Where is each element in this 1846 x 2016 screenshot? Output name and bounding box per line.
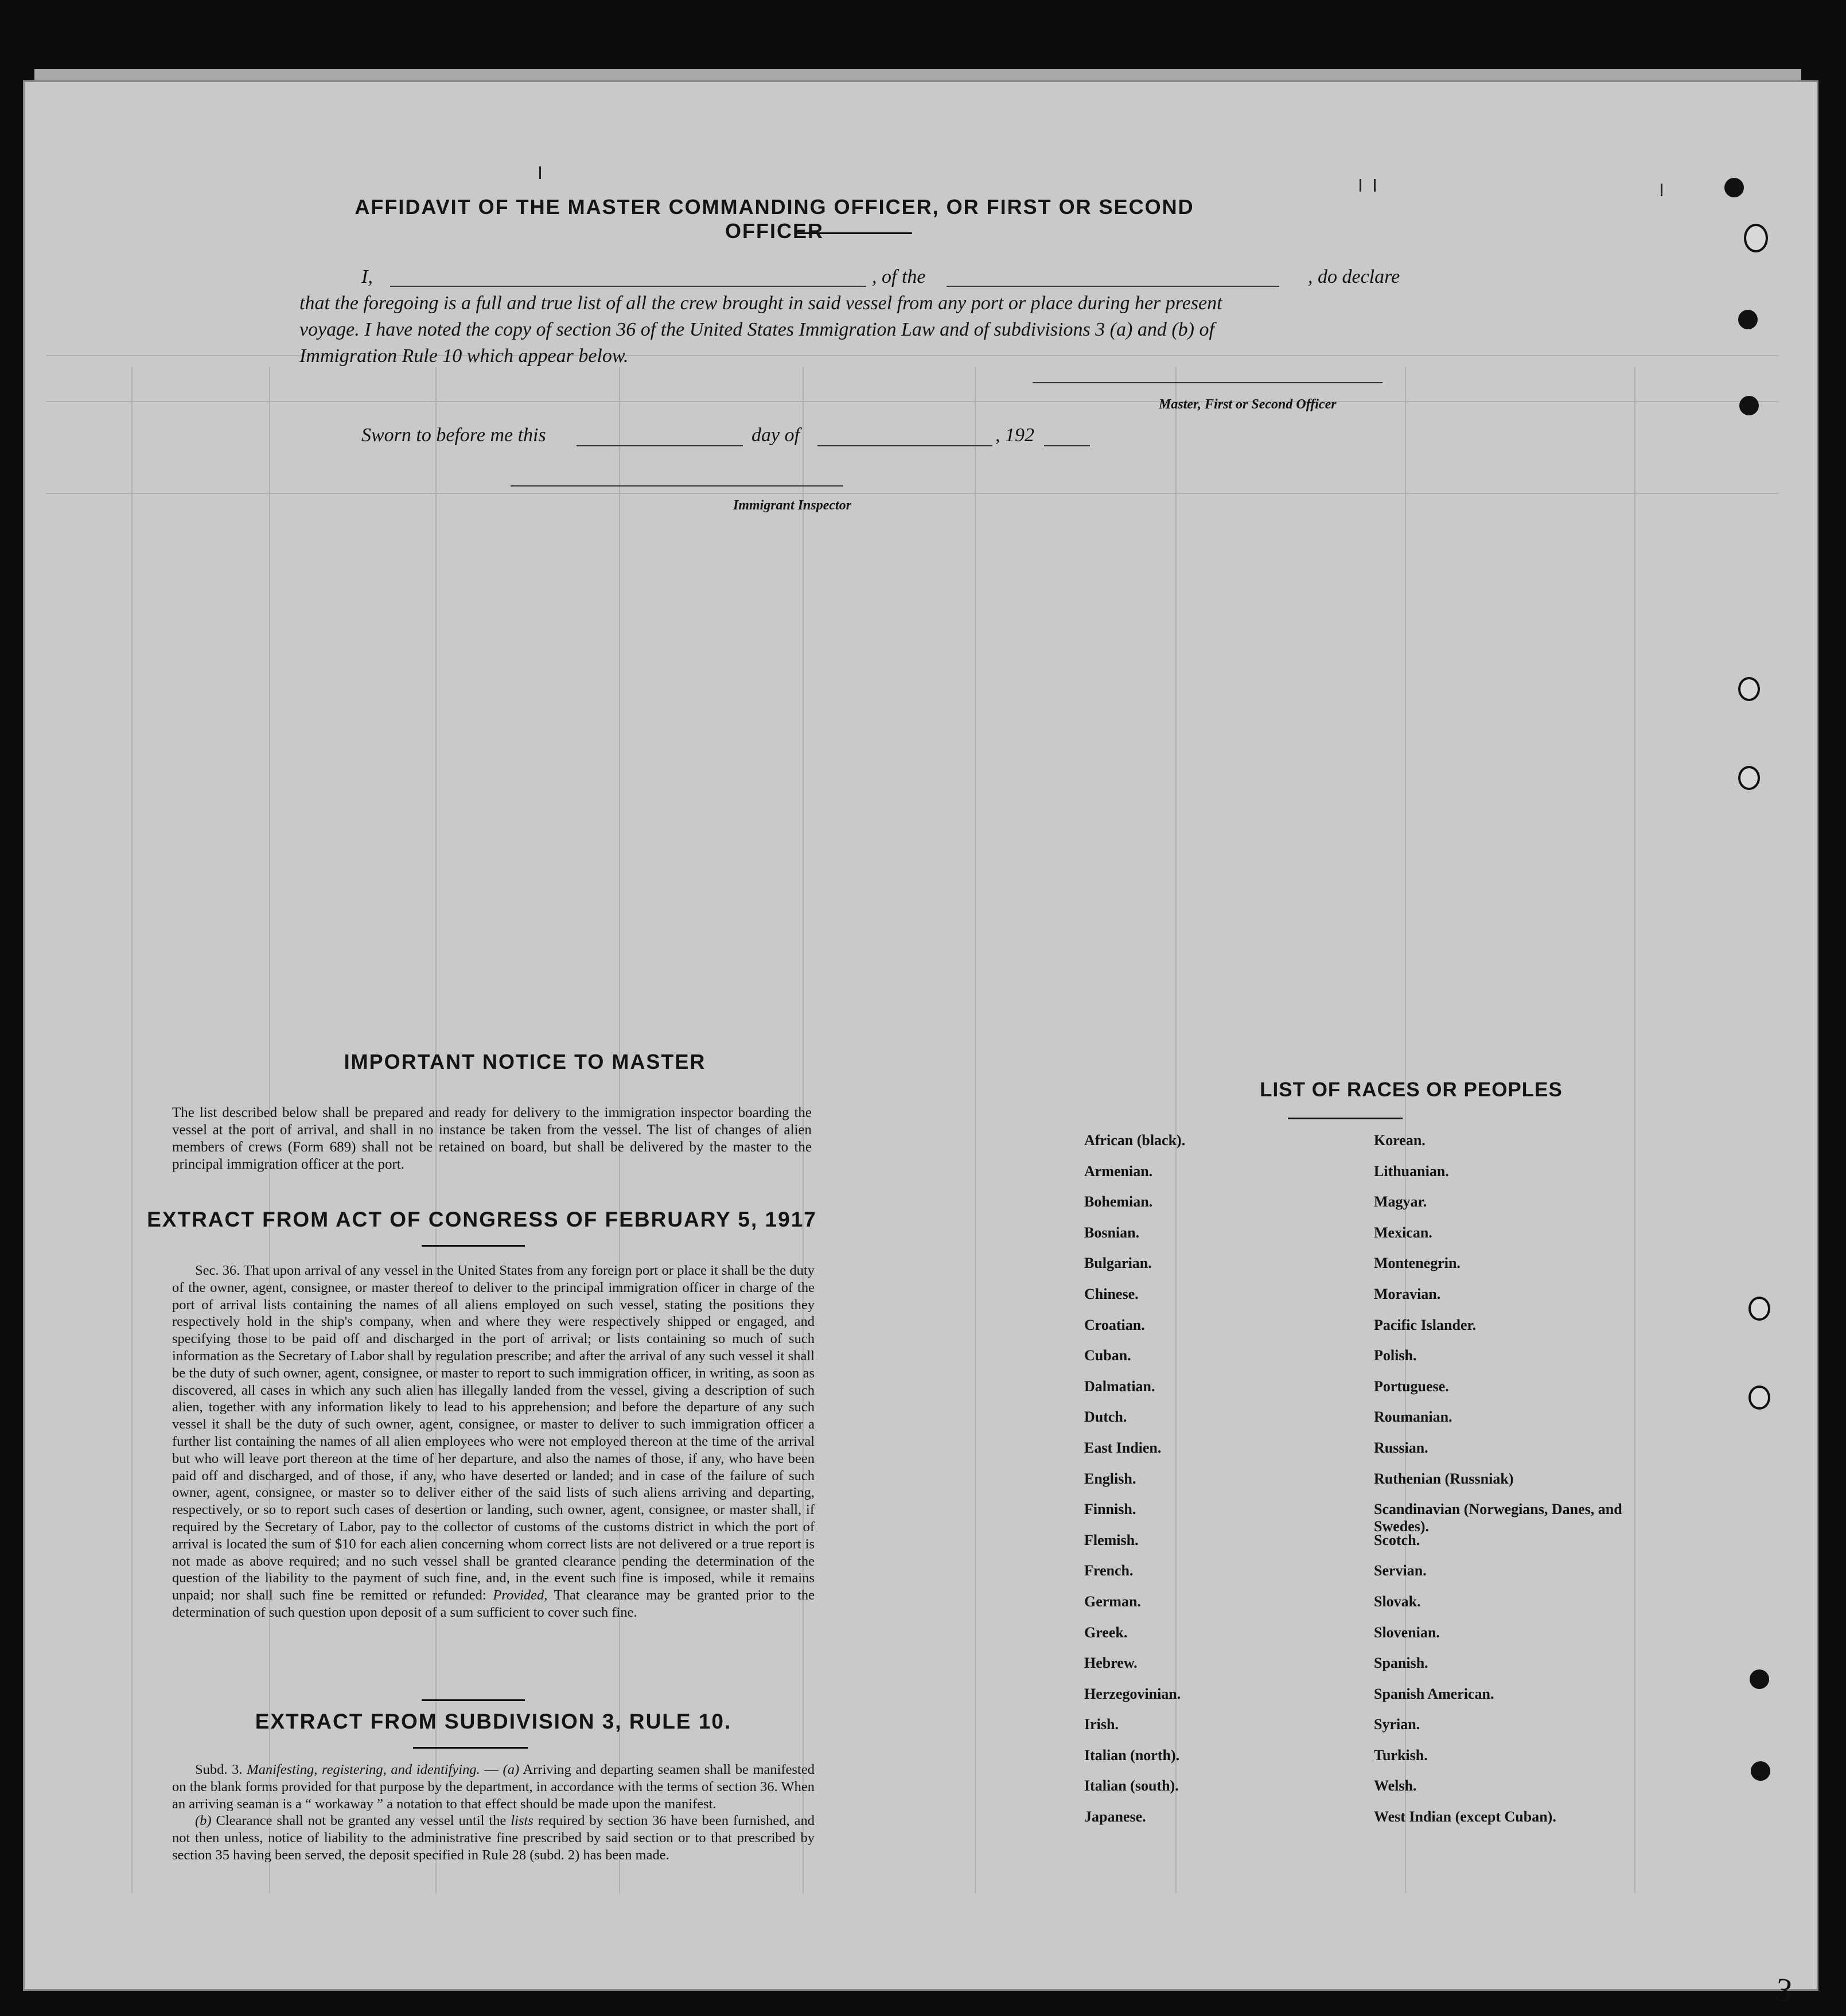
race-item: Bosnian.: [1084, 1224, 1140, 1241]
sec-body: That upon arrival of any vessel in the United States from any foreign port or place it shall be the duty of the owner, agent, consignee, or master thereof to deliver to the principal immigration officer in charge of the port of arrival lists containing the names of all aliens employed on such vessel, stating the positions they respectively hold in the ship's company, when and where they were respectively shipped or engaged, and specifying those to be paid off and discharged in the port of arrival; or lists containing so much of such information as the Secretary of Labor shall by regulation prescribe; and after the arrival of any such vessel it shall be the duty of such owner, agent, consignee, or master to report to such immigration officer, in writing, as soon as discovered, all cases in which any such alien has illegally landed from the vessel, giving a description of such alien, together with any information likely to lead to his apprehension; and before the departure of any such vessel it shall be the duty of such owner, agent, consignee, or master to deliver to such immigration officer a further list containing the names of all alien employees who were not employed thereon at the time of the arrival but who will leave port thereon at the time of her departure, and also the names of those, if any, who have been paid off and discharged, and of those, if any, who have deserted or landed; and in case of the failure of such owner, agent, consignee, or master so to deliver either of the said lists of such aliens arriving and departing, respectively, or so to report such cases of desertion or landing, such owner, agent, consignee, or master shall, if required by the Secretary of Labor, pay to the collector of customs of the customs district in which the port of arrival is located the sum of $10 for each alien concerning whom correct lists are not delivered or a true report is not made as above required; and no such vessel shall be granted clearance pending the determination of the question of the liability to the payment of such fine, and, in the event such fine is imposed, while it remains unpaid; nor shall such fine be remitted or refunded:: [172, 1263, 815, 1604]
do-declare-label: , do declare: [1308, 266, 1400, 287]
race-item: Russian.: [1374, 1439, 1428, 1456]
punch-hole: [1739, 396, 1759, 415]
subd-a-label: (a): [503, 1762, 520, 1777]
stray-mark: [539, 166, 541, 179]
races-title: LIST OF RACES OR PEOPLES: [1260, 1079, 1563, 1101]
race-item: Croatian.: [1084, 1316, 1145, 1333]
punch-hole: [1724, 178, 1744, 197]
section-36-text: [172, 1262, 815, 1621]
race-item: Roumanian.: [1374, 1408, 1452, 1426]
affidavit-title: AFFIDAVIT OF THE MASTER COMMANDING OFFICER, OR FIRST OR SECOND OFFICER: [355, 195, 1194, 243]
race-item: Armenian.: [1084, 1162, 1153, 1180]
race-item: Dalmatian.: [1084, 1377, 1155, 1395]
subd-label: Subd. 3.: [195, 1762, 243, 1777]
affidavit-line-4: Immigration Rule 10 which appear below.: [299, 345, 629, 367]
subd-b-text-1: Clearance shall not be granted any vessel until the: [216, 1813, 507, 1829]
races-underline: [1288, 1118, 1403, 1119]
race-item: Ruthenian (Russniak): [1374, 1470, 1514, 1487]
of-the-label: , of the: [872, 266, 926, 287]
race-item: Pacific Islander.: [1374, 1316, 1477, 1333]
race-item: African (black).: [1084, 1132, 1186, 1149]
race-item: Cuban.: [1084, 1347, 1131, 1364]
race-item: Syrian.: [1374, 1716, 1420, 1733]
races-left-column: [1084, 1132, 1314, 1839]
sworn-year-field[interactable]: [1044, 445, 1090, 446]
race-item: Spanish American.: [1374, 1685, 1494, 1702]
inspector-signature-line[interactable]: [511, 485, 843, 487]
subdivision-3-text: [172, 1761, 815, 1864]
inspector-label: Immigrant Inspector: [733, 498, 852, 513]
subd-a-text: Arriving and departing seamen shall be manifested on the blank forms provided for that purpose by the department, in accordance with the terms of section 36. When an arriving seaman is a “ workaway ” a notation to that effect should be made upon the manifest.: [172, 1762, 815, 1812]
name-field[interactable]: [390, 268, 866, 287]
race-item: Spanish.: [1374, 1655, 1428, 1672]
race-item: Chinese.: [1084, 1285, 1139, 1302]
race-item: Lithuanian.: [1374, 1162, 1449, 1180]
year-label: , 192: [995, 425, 1034, 446]
i-label: I,: [361, 266, 373, 287]
page-mark: 3: [1773, 1970, 1795, 2010]
sworn-day-field[interactable]: [577, 445, 743, 446]
subd-b-lists: lists: [511, 1813, 533, 1829]
subd-heading: Manifesting, registering, and identifying.: [247, 1762, 480, 1777]
race-item: Hebrew.: [1084, 1655, 1138, 1672]
punch-hole: [1744, 224, 1768, 252]
punch-hole: [1748, 1385, 1770, 1410]
affidavit-line-2: that the foregoing is a full and true list of all the crew brought in said vessel from any port or place during her present: [299, 293, 1222, 314]
punch-hole: [1748, 1297, 1770, 1321]
punch-hole: [1738, 310, 1758, 329]
race-item: Bulgarian.: [1084, 1255, 1152, 1272]
race-item: French.: [1084, 1562, 1134, 1579]
signature-line[interactable]: [1033, 382, 1382, 383]
race-item: Herzegovinian.: [1084, 1685, 1181, 1702]
affidavit-line-3: voyage. I have noted the copy of section 36 of the United States Immigration Law and of subdivisions 3 (a) and (b) of: [299, 319, 1214, 340]
extract-rule-title: EXTRACT FROM SUBDIVISION 3, RULE 10.: [255, 1710, 732, 1733]
race-item: Scotch.: [1374, 1531, 1420, 1548]
race-item: Magyar.: [1374, 1193, 1427, 1211]
race-item: Slovak.: [1374, 1593, 1421, 1610]
extract-act-title: EXTRACT FROM ACT OF CONGRESS OF FEBRUARY 5, 1917: [147, 1208, 817, 1231]
proviso-label: Provided,: [493, 1587, 548, 1604]
race-item: Dutch.: [1084, 1408, 1127, 1426]
race-item: Montenegrin.: [1374, 1255, 1461, 1272]
race-item: English.: [1084, 1470, 1136, 1487]
notice-title: IMPORTANT NOTICE TO MASTER: [344, 1050, 706, 1073]
signature-label: Master, First or Second Officer: [1159, 397, 1337, 412]
subd-b-text-2: required by section 36 have been furnished, and not then unless, notice of liability to the administrative fine prescribed by said section or to that prescribed by section 35 having been served, the deposit specified in Rule 28 (subd. 2) has been made.: [172, 1813, 815, 1863]
stray-mark: [1661, 184, 1662, 196]
subd-b-label: (b): [195, 1813, 212, 1829]
subd-b-paragraph: [172, 1812, 815, 1863]
race-item: Korean.: [1374, 1132, 1426, 1149]
race-item: Slovenian.: [1374, 1624, 1440, 1641]
divider: [422, 1699, 525, 1701]
punch-hole: [1738, 677, 1760, 701]
punch-hole: [1738, 766, 1760, 790]
race-item: Turkish.: [1374, 1746, 1428, 1764]
race-item: Scandinavian (Norwegians, Danes, and Swedes).: [1374, 1501, 1622, 1535]
punch-hole: [1750, 1669, 1769, 1689]
stray-mark: [1374, 179, 1376, 192]
proviso-text: That clearance may be granted prior to the determination of such question upon deposit of a sum sufficient to cover such fine.: [172, 1587, 815, 1620]
race-item: Welsh.: [1374, 1777, 1417, 1795]
extract-act-underline: [422, 1245, 525, 1247]
race-item: East Indien.: [1084, 1439, 1162, 1456]
race-item: Portuguese.: [1374, 1377, 1449, 1395]
race-item: Polish.: [1374, 1347, 1417, 1364]
sworn-month-field[interactable]: [817, 445, 992, 446]
race-item: German.: [1084, 1593, 1141, 1610]
race-item: Japanese.: [1084, 1808, 1146, 1826]
day-of-label: day of: [751, 425, 800, 446]
race-item: West Indian (except Cuban).: [1374, 1808, 1556, 1826]
race-item: Servian.: [1374, 1562, 1427, 1579]
sworn-label: Sworn to before me this: [361, 425, 546, 446]
punch-hole: [1751, 1761, 1770, 1781]
extract-rule-underline: [413, 1747, 528, 1749]
race-item: Italian (south).: [1084, 1777, 1179, 1795]
race-item: Bohemian.: [1084, 1193, 1153, 1211]
race-item: Flemish.: [1084, 1531, 1139, 1548]
race-item: Greek.: [1084, 1624, 1128, 1641]
vessel-field[interactable]: [947, 268, 1279, 287]
race-item: Italian (north).: [1084, 1746, 1180, 1764]
title-underline: [797, 232, 912, 234]
notice-text: The list described below shall be prepared and ready for delivery to the immigration inspector boarding the vessel at the port of arrival, and shall in no instance be taken from the vessel. The list of changes of alien members of crews (Form 689) shall not be retained on board, but shall be delivered by the master to the principal immigration officer at the port.: [172, 1105, 812, 1172]
subd-a-paragraph: Subd. 3. Manifesting, registering, and identifying. — (a) Arriving and departing seamen shall be manifested on the blank forms provided for that purpose by the department, in accordance with the terms of section 36. When an arriving seaman is a “ workaway ” a notation to that effect should be made upon the manifest.: [172, 1762, 815, 1812]
race-item: Irish.: [1084, 1716, 1119, 1733]
stray-mark: [1360, 179, 1361, 192]
race-item: Finnish.: [1084, 1501, 1136, 1518]
race-item: Mexican.: [1374, 1224, 1432, 1241]
sec-label: Sec. 36.: [195, 1263, 240, 1278]
races-right-column: [1374, 1132, 1644, 1839]
race-item: Moravian.: [1374, 1285, 1441, 1302]
